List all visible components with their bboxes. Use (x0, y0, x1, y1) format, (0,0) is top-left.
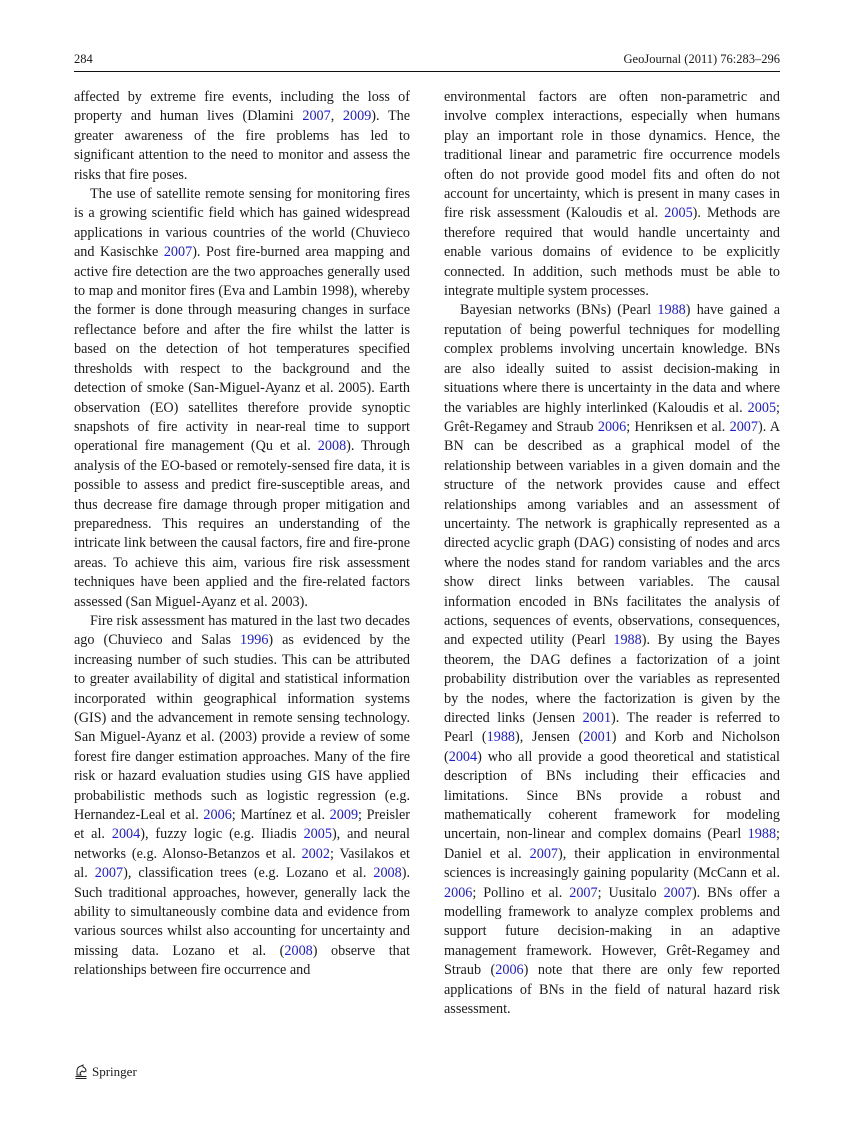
paragraph-text: ), classification trees (e.g. Lozano et al. (123, 865, 374, 882)
paragraph-text: ). Through analysis of the EO-based or remotely-sensed fire data, it is possible to assess and predict fire-susceptible areas, and thus decrease fire damage through proper mitigation and preparedness. This requires an understanding of the intricate link between the causal factors, fire and fire-prone areas. To achieve this aim, various fire risk assessment techniques have been applied and the fire-related factors assessed (San Miguel-Ayanz et al. 2003). (74, 438, 411, 610)
citation-link[interactable]: 2005 (303, 826, 332, 843)
paragraph-text: ), fuzzy logic (e.g. Iliadis (140, 826, 304, 843)
citation-link[interactable]: 2005 (664, 205, 693, 222)
paragraph-text: ), and neural networks (e.g. Alonso-Betanzos et al. (74, 826, 410, 862)
paragraph-text: ; Martínez et al. (231, 807, 330, 824)
right-column (444, 88, 780, 1020)
paragraph-text: ). Post fire-burned area mapping and active fire detection are the two approaches generally used to map and monitor fires (Eva and Lambin 1998), whereby the former is done through measuring changes in surface reflectance before and after the fire whilst the latter is based on the detection of hot temperatures specified thresholds with respect to the background and the detection of smoke (San-Miguel-Ayanz et al. 2005). Earth observation (EO) satellites therefore provide synoptic snapshots of fire activity in near-real time to support operational fire management (Qu et al. (74, 244, 410, 455)
paragraph-text: environmental factors are often non-parametric and involve complex interactions, especially when humans play an important role in those dynamics. Hence, the traditional linear and parametric fire occurrence models often do not provide good model fits and often do not account for uncertainty, which is present in many cases in fire risk assessment (Kaloudis et al. (444, 89, 780, 222)
paragraph-text: ). Such traditional approaches, however, generally lack the ability to simultaneously combine data and evidence from various sources whilst also accounting for uncertainty and missing data. Lozano et al. ( (74, 865, 410, 959)
paragraph-text: ). The greater awareness of the fire problems has led to significant attention to the need to monitor and assess the risks that fire poses. (74, 108, 411, 183)
citation-link[interactable]: 2006 (444, 884, 473, 901)
paragraph-text: ) have gained a reputation of being powerful techniques for modelling complex problems involving uncertain knowledge. BNs are also ideally suited to assist decision-making in situations where there is uncertainty in the data and where the variables are highly interlinked (Kaloudis et al. (444, 302, 780, 416)
paragraph-text: ). BNs offer a modelling framework to analyze complex problems and support future decision-making in an adaptive management framework. However, Grêt-Regamey and Straub ( (444, 884, 780, 979)
publisher-name: Springer (92, 1064, 137, 1079)
paragraph-text: ). The reader is referred to Pearl ( (444, 710, 781, 746)
citation-link[interactable]: 2007 (94, 865, 124, 882)
paragraph-text: ; Daniel et al. (444, 826, 780, 862)
citation-link[interactable]: 2005 (747, 399, 777, 416)
citation-link[interactable]: 2008 (317, 438, 347, 455)
body-paragraph (444, 88, 780, 301)
paragraph-text: ) note that there are only few reported applications of BNs in the field of natural hazard risk assessment. (444, 962, 780, 1018)
paragraph-text: ; Vasilakos et al. (74, 845, 410, 882)
body-paragraph (74, 612, 410, 981)
paragraph-text: The use of satellite remote sensing for monitoring fires is a growing scientific field which has gained widespread applications in various countries of the world (Chuvieco and Kasischke (74, 186, 410, 261)
citation-link[interactable]: 2007 (569, 884, 598, 901)
citation-link[interactable]: 2009 (342, 108, 372, 125)
paragraph-text: ; Uusitalo (597, 884, 664, 901)
paragraph-text: ). A BN can be described as a graphical model of the relationship between variables in a given domain and the structure of the network provides cause and effect relationships among variables and an assessment of uncertainty. The network is graphically represented as a directed acyclic graph (DAG) consisting of nodes and arcs where the nodes stand for random variables and the arcs show direct links between variables. The causal information encoded in BNs facilitates the analysis of actions, sequences of events, observations, consequences, and expected utility (Pearl (444, 418, 780, 649)
citation-link[interactable]: 2008 (373, 865, 402, 882)
paragraph-text: ; Henriksen et al. (626, 418, 730, 435)
body-paragraph (444, 301, 780, 1019)
page-number: 284 (74, 52, 93, 66)
paragraph-text: , (330, 108, 343, 125)
citation-link[interactable]: 2001 (583, 729, 612, 746)
paragraph-text: affected by extreme fire events, including the loss of property and human lives (Dlamini (74, 89, 410, 125)
citation-link[interactable]: 2009 (329, 807, 359, 824)
citation-link[interactable]: 1996 (240, 632, 269, 649)
body-paragraph (74, 88, 410, 185)
citation-link[interactable]: 1988 (657, 302, 686, 319)
citation-link[interactable]: 1988 (613, 632, 642, 649)
paragraph-text: Bayesian networks (BNs) (Pearl (460, 302, 658, 319)
citation-link[interactable]: 2007 (729, 418, 758, 435)
citation-link[interactable]: 2001 (582, 710, 612, 726)
citation-link[interactable]: 2007 (302, 108, 331, 125)
paragraph-text: ), Jensen ( (515, 729, 584, 746)
paragraph-text: ; Pollino et al. (472, 884, 570, 901)
paragraph-text: ). Methods are therefore required that would handle uncertainty and enable various domains of evidence to be explicitly connected. In addition, such methods must be able to integrate multiple system processes. (444, 205, 780, 300)
paragraph-text: ; Grêt-Regamey and Straub (444, 399, 780, 435)
left-column (74, 88, 410, 981)
citation-link[interactable]: 2007 (529, 845, 558, 862)
paragraph-text: ), their application in environmental sciences is increasingly gaining popularity (McCann et al. (444, 845, 780, 882)
citation-link[interactable]: 2004 (448, 748, 478, 765)
paragraph-text: ) and Korb and Nicholson ( (444, 729, 780, 765)
citation-link[interactable]: 2002 (301, 845, 330, 862)
citation-link[interactable]: 2008 (284, 942, 313, 959)
springer-knight-icon (74, 1064, 88, 1080)
paragraph-text: ) who all provide a good theoretical and statistical description of BNs including their efficacies and limitations. Since BNs provide a robust and mathematically coherent framework for modeling uncertain, non-linear and complex domains (Pearl (444, 748, 780, 843)
citation-link[interactable]: 2006 (495, 962, 524, 979)
paragraph-text: ). By using the Bayes theorem, the DAG defines a factorization of a joint probability distribution over the variables as represented by the nodes, where the factorization is given by the directed links (Jensen (444, 632, 780, 726)
citation-link[interactable]: 2006 (203, 807, 232, 824)
citation-link[interactable]: 1988 (486, 729, 516, 746)
journal-reference: GeoJournal (2011) 76:283–296 (623, 52, 780, 66)
paragraph-text: ) as evidenced by the increasing number of such studies. This can be attributed to greater availability of digital and statistical information incorporated within geographical information systems (GIS) and the advancement in remote sensing technology. San Miguel-Ayanz et al. (2003) provide a review of some forest fire danger estimation approaches. Many of the fire risk or hazard evaluation studies using GIS have applied probabilistic methods such as logistic regression (e.g. Hernandez-Leal et al. (74, 632, 410, 824)
citation-link[interactable]: 2006 (597, 418, 627, 435)
citation-link[interactable]: 2007 (163, 244, 193, 261)
paragraph-text: Fire risk assessment has matured in the last two decades ago (Chuvieco and Salas (74, 612, 410, 649)
body-paragraph (74, 185, 410, 612)
running-header (74, 49, 780, 72)
citation-link[interactable]: 2007 (663, 884, 692, 901)
paragraph-text: ; Preisler et al. (74, 807, 410, 843)
publisher-footer (74, 1064, 137, 1080)
citation-link[interactable]: 2004 (111, 826, 141, 843)
citation-link[interactable]: 1988 (747, 826, 777, 843)
paragraph-text: ) observe that relationships between fire occurrence and (74, 942, 410, 979)
